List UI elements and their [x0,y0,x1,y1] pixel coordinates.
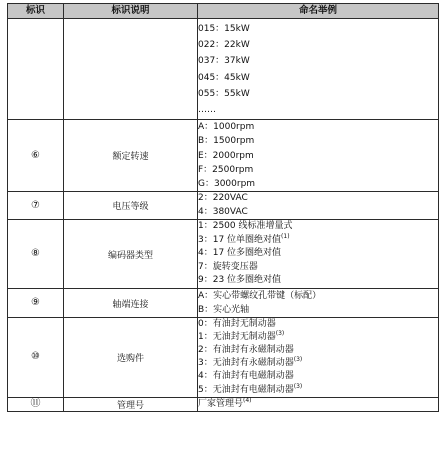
table-row [8,318,439,398]
row-examples [198,19,439,120]
example-line: E：2000rpm [198,150,254,161]
row-description: 额定转速 [64,120,198,192]
row-examples [198,192,439,220]
row-mark: ⑦ [8,192,64,220]
example-line: 7：旋转变压器 [198,261,258,272]
footnote-ref: (3) [275,330,285,338]
example-line: 厂家管理号$^{(4)}$ [198,397,252,410]
footnote-ref: (3) [293,382,303,390]
example-line: 037：37kW [198,56,250,67]
footnote-ref: (1) [281,232,290,240]
table-row [8,120,439,192]
header-mark: 标识 [8,4,64,19]
example-line: 015：15kW [198,24,250,34]
example-line: 5：无油封有电磁制动器$^{(3)}$ [198,382,303,395]
example-line: 4：380VAC [198,206,248,217]
example-line: 2：有油封有永磁制动器 [198,345,294,356]
example-line: 1：无油封无制动器$^{(3)}$ [198,330,285,343]
header-naming-example: 命名举例 [198,4,439,19]
example-line: G：3000rpm [198,178,256,189]
row-mark: ⑧ [8,220,64,289]
example-line: 0：有油封无制动器 [198,319,276,330]
example-line: A：实心带螺纹孔带键（标配） [198,291,322,302]
table-row [8,192,439,220]
row-mark: ⑨ [8,289,64,318]
table-row [8,397,439,411]
table-row [8,220,439,289]
header-description: 标识说明 [64,4,198,19]
example-line: B：1500rpm [198,136,255,147]
example-line: 3：无油封有永磁制动器$^{(3)}$ [198,356,303,369]
footnote-ref: (4) [243,397,252,405]
row-description: 选购件 [64,318,198,398]
naming-spec-table [7,3,439,412]
example-line: A：1000rpm [198,122,255,133]
example-line: 2：220VAC [198,193,248,204]
example-line: 022：22kW [198,40,250,51]
example-line: 4：有油封有电磁制动器 [198,371,294,382]
row-examples [198,397,439,411]
example-line: 055：55kW [198,88,250,99]
row-description: 轴端连接 [64,289,198,318]
example-line: 045：45kW [198,72,250,83]
example-line: 9：23 位多圈绝对值 [198,275,282,286]
row-mark: ⑩ [8,318,64,398]
footnote-ref: (3) [293,356,303,364]
example-line: F：2500rpm [198,164,254,175]
table-row [8,289,439,318]
row-description: 管理号 [64,397,198,411]
row-mark [8,19,64,120]
table-header-row [8,4,439,19]
row-examples [198,120,439,192]
example-line: 1：2500 线标准增量式 [198,221,293,232]
row-mark: ⑥ [8,120,64,192]
row-examples [198,318,439,398]
row-mark: ⑪ [8,397,64,411]
example-line: B：实心光轴 [198,305,250,316]
row-examples [198,289,439,318]
example-line: 3：17 位单圈绝对值$^{(1)}$ [198,232,290,245]
table-row [8,19,439,120]
row-description: 电压等级 [64,192,198,220]
example-line: 4：17 位多圈绝对值 [198,248,282,259]
row-examples [198,220,439,289]
example-line: …… [198,104,216,115]
row-description [64,19,198,120]
row-description: 编码器类型 [64,220,198,289]
